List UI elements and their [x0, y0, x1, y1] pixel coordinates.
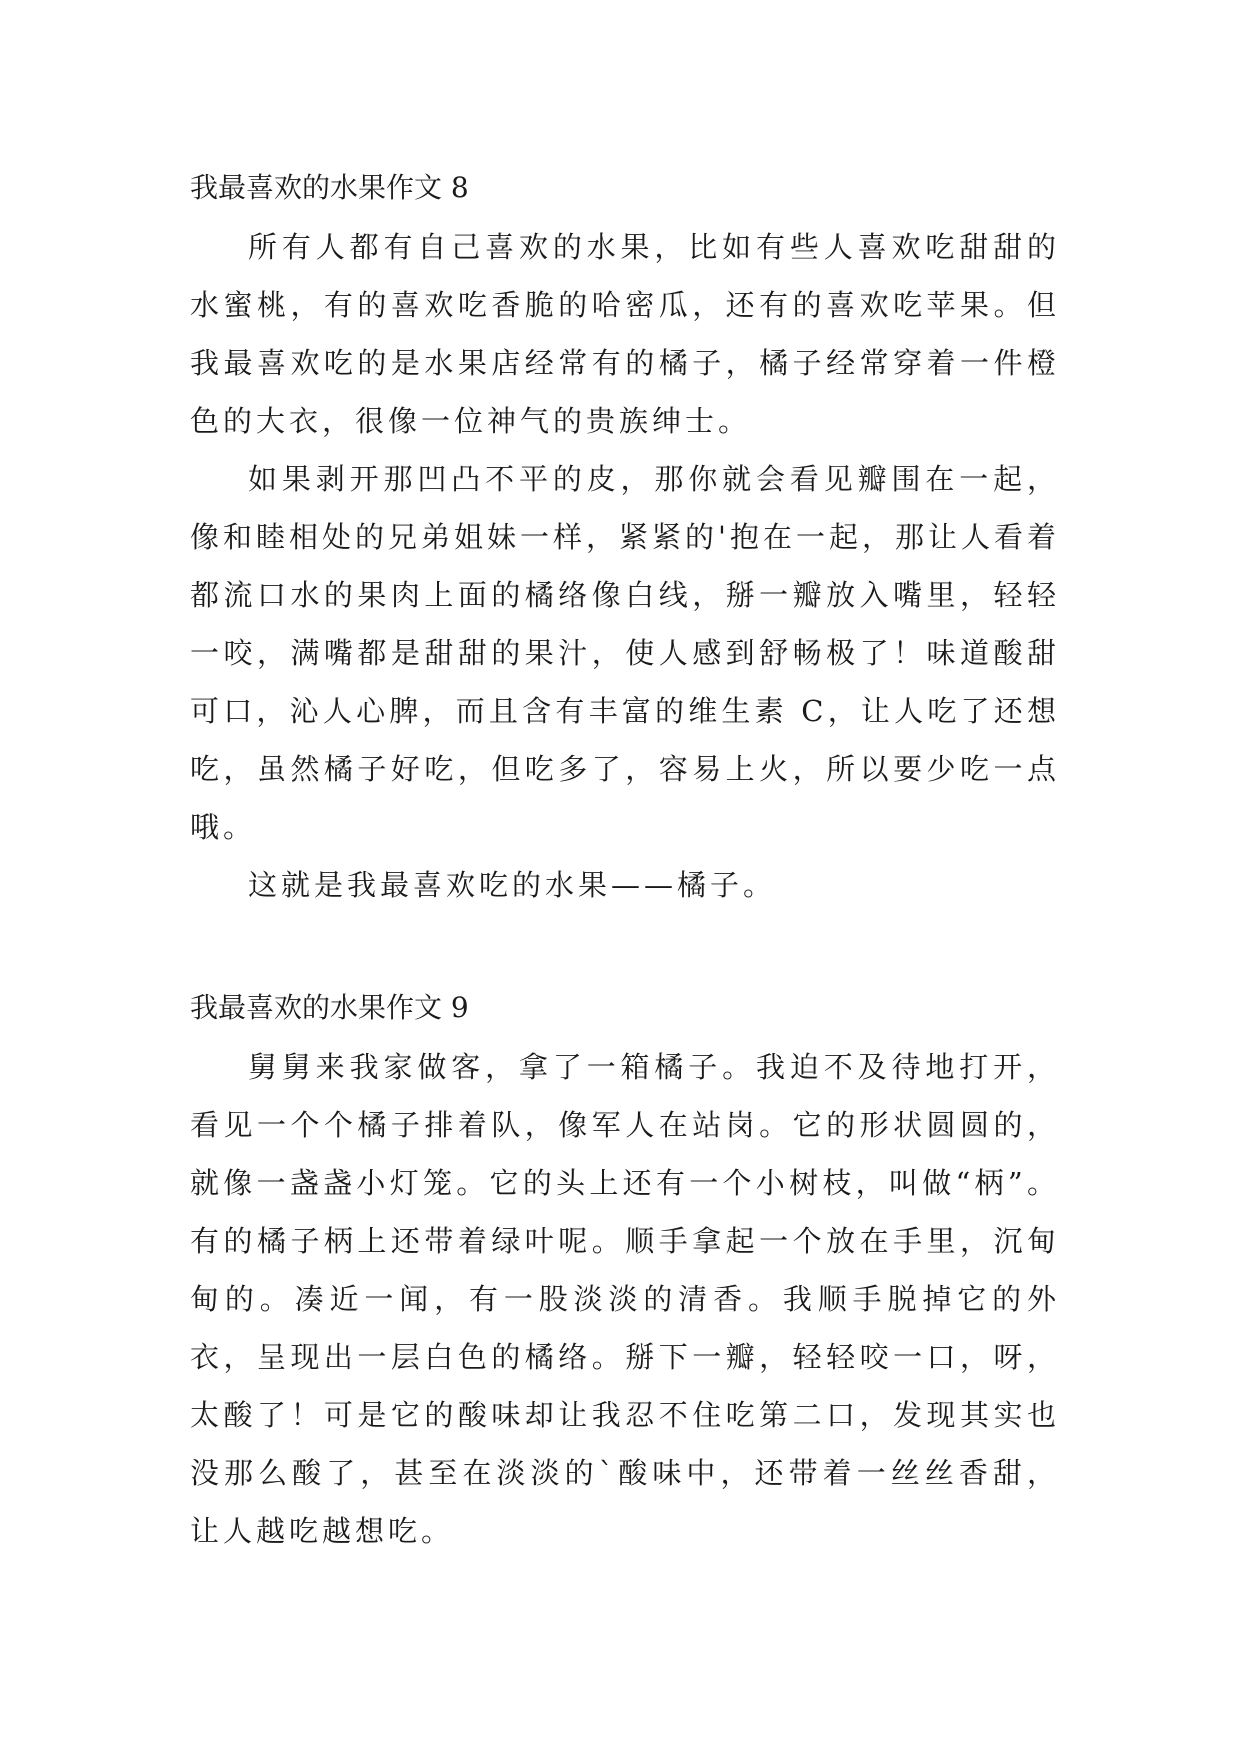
paragraph: 这就是我最喜欢吃的水果——橘子。	[248, 868, 777, 902]
essay-section-9	[190, 978, 1060, 1560]
paragraph: 舅舅来我家做客，拿了一箱橘子。我迫不及待地打开，看见一个个橘子排着队，像军人在站岗。它的形状圆圆的，就像一盏盏小灯笼。它的头上还有一个小树枝，叫做“柄”。有的橘子柄上还带着绿叶呢。顺手拿起一个放在手里，沉甸甸的。凑近一闻，有一股淡淡的清香。我顺手脱掉它的外衣，呈现出一层白色的橘络。掰下一瓣，轻轻咬一口，呀，太酸了！可是它的酸味却让我忍不住吃第二口，发现其实也没那么酸了，甚至在淡淡的`酸味中，还带着一丝丝香甜，让人越吃越想吃。	[190, 1050, 1060, 1548]
paragraph: 如果剥开那凹凸不平的皮，那你就会看见瓣围在一起，像和睦相处的兄弟姐妹一样，紧紧的'抱在一起，那让人看着都流口水的果肉上面的橘络像白线，掰一瓣放入嘴里，轻轻一咬，满嘴都是甜甜的果汁，使人感到舒畅极了！味道酸甜可口，沁人心脾，而且含有丰富的维生素 C，让人吃了还想吃，虽然橘子好吃，但吃多了，容易上火，所以要少吃一点哦。	[190, 462, 1060, 844]
paragraph: 所有人都有自己喜欢的水果，比如有些人喜欢吃甜甜的水蜜桃，有的喜欢吃香脆的哈密瓜，还有的喜欢吃苹果。但我最喜欢吃的是水果店经常有的橘子，橘子经常穿着一件橙色的大衣，很像一位神气的贵族绅士。	[190, 230, 1060, 438]
essay-section-8	[190, 158, 1060, 914]
section-title: 我最喜欢的水果作文 8	[190, 171, 469, 204]
section-title: 我最喜欢的水果作文 9	[190, 991, 469, 1024]
